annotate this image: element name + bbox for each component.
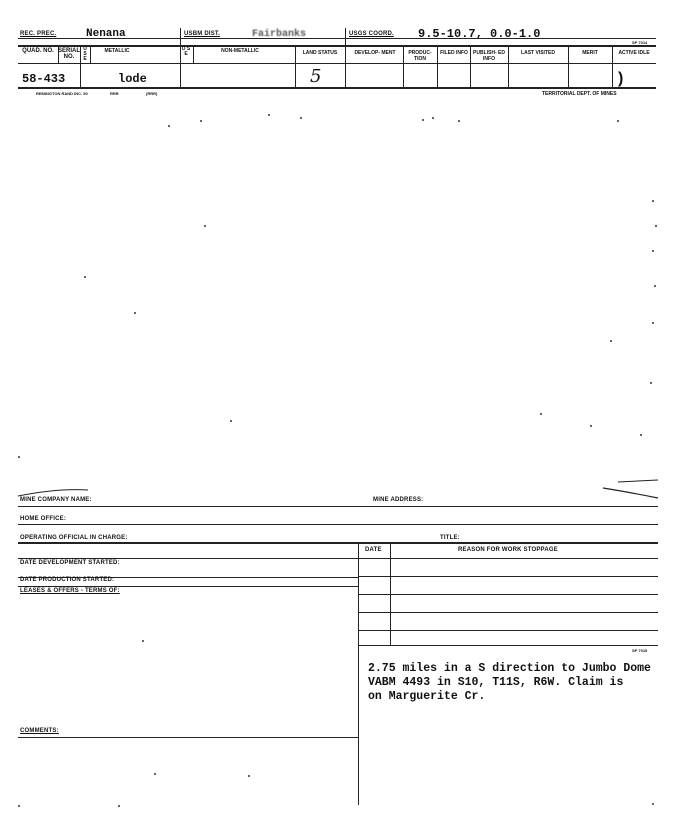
- mine-address-label: MINE ADDRESS:: [373, 497, 424, 503]
- usgs-coord-label: USGS COORD.: [349, 31, 394, 37]
- land-status-header: LAND STATUS: [302, 50, 338, 56]
- top-form-code: SP 7014: [632, 40, 648, 45]
- active-idle-header: ACTIVE IDLE: [618, 50, 650, 56]
- stoppage-reason-header: REASON FOR WORK STOPPAGE: [458, 547, 558, 553]
- home-office-label: HOME OFFICE:: [20, 516, 67, 522]
- quad-no-header: QUAD. NO.: [22, 48, 54, 54]
- leases-offers-label: LEASES & OFFERS - TERMS OF:: [20, 588, 120, 594]
- metallic-value: lode: [118, 72, 147, 86]
- date-production-label: DATE PRODUCTION STARTED:: [20, 577, 115, 583]
- serial-no-header: SERIAL NO.: [58, 48, 81, 60]
- mine-company-label: MINE COMPANY NAME:: [20, 497, 92, 503]
- last-visited-header: LAST VISITED: [521, 50, 555, 56]
- rec-prec-label: REC. PREC.: [20, 31, 57, 37]
- operating-official-label: OPERATING OFFICIAL IN CHARGE:: [20, 535, 128, 541]
- merit-header: MERIT: [582, 50, 598, 56]
- usgs-coord-value: 9.5-10.7, 0.0-1.0: [418, 27, 541, 41]
- stoppage-date-header: DATE: [365, 547, 382, 553]
- department-imprint: TERRITORIAL DEPT. OF MINES: [542, 91, 617, 97]
- title-label: TITLE:: [440, 535, 460, 541]
- production-header: PRODUC- TION: [408, 50, 432, 62]
- published-info-header: PUBLISH- ED INFO: [473, 50, 505, 62]
- usbm-dist-value: Fairbanks: [252, 29, 307, 40]
- location-note: 2.75 miles in a S direction to Jumbo Dome VABM 4493 in S10, T11S, R6W. Claim is on Marguerite Cr.: [368, 662, 651, 703]
- printer-imprint: REMINGTON RAND INC. 50: [36, 91, 88, 96]
- usbm-dist-label: USBM DIST.: [184, 31, 221, 37]
- rec-prec-value: Nenana: [86, 28, 126, 40]
- bottom-form-code: SP 7015: [632, 648, 648, 653]
- non-metallic-header: NON-METALLIC: [221, 48, 259, 54]
- active-idle-value: ): [618, 70, 624, 87]
- metallic-header: METALLIC: [104, 48, 130, 54]
- filed-info-header: FILED INFO: [440, 50, 468, 56]
- development-header: DEVELOP- MENT: [354, 50, 396, 56]
- use-header-2: U S E: [181, 46, 191, 57]
- use-header: U S E: [83, 46, 87, 62]
- printer-mark-2: (RRR): [146, 91, 158, 96]
- comments-label: COMMENTS:: [20, 728, 59, 734]
- printer-mark: RRR: [110, 91, 119, 96]
- quad-serial-value: 58-433: [22, 72, 66, 86]
- date-development-label: DATE DEVELOPMENT STARTED:: [20, 560, 120, 566]
- land-status-value: 5: [310, 66, 322, 87]
- card-edge-curve: [18, 478, 658, 500]
